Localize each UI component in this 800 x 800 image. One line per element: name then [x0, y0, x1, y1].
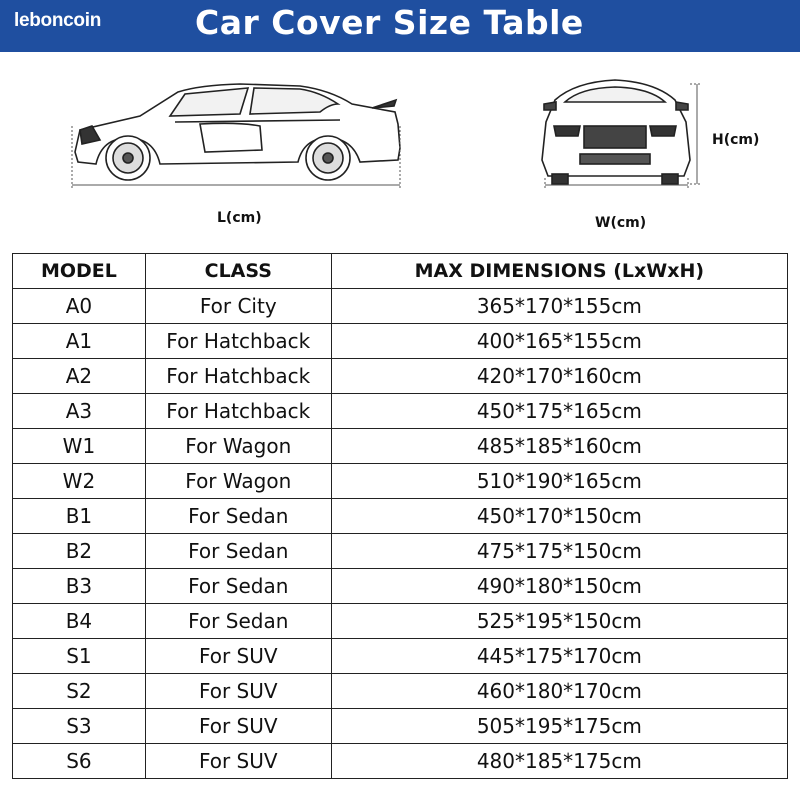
column-header-dimensions: MAX DIMENSIONS (LxWxH): [331, 254, 787, 289]
model-cell: B3: [13, 569, 146, 604]
table-row: [13, 359, 788, 394]
class-cell: For City: [145, 289, 331, 324]
model-cell: B4: [13, 604, 146, 639]
model-cell: B2: [13, 534, 146, 569]
car-side-view-icon: [0, 60, 800, 240]
model-cell: S1: [13, 639, 146, 674]
class-cell: For Sedan: [145, 499, 331, 534]
dimensions-cell: 450*170*150cm: [331, 499, 787, 534]
class-cell: For Sedan: [145, 569, 331, 604]
dimensions-cell: 510*190*165cm: [331, 464, 787, 499]
table-row: [13, 429, 788, 464]
class-cell: For Hatchback: [145, 324, 331, 359]
class-cell: For Hatchback: [145, 394, 331, 429]
table-row: [13, 604, 788, 639]
car-dimension-diagram: [0, 60, 800, 240]
model-cell: S3: [13, 709, 146, 744]
class-cell: For SUV: [145, 744, 331, 779]
column-header-model: MODEL: [13, 254, 146, 289]
model-cell: W1: [13, 429, 146, 464]
class-cell: For Wagon: [145, 429, 331, 464]
table-row: [13, 709, 788, 744]
page-title: Car Cover Size Table: [195, 3, 584, 42]
table-row: [13, 394, 788, 429]
table-row: [13, 499, 788, 534]
class-cell: For SUV: [145, 709, 331, 744]
column-header-class: CLASS: [145, 254, 331, 289]
dimensions-cell: 400*165*155cm: [331, 324, 787, 359]
class-cell: For Hatchback: [145, 359, 331, 394]
model-cell: A3: [13, 394, 146, 429]
table-row: [13, 324, 788, 359]
model-cell: A1: [13, 324, 146, 359]
width-label: W(cm): [595, 215, 647, 231]
length-label: L(cm): [217, 210, 262, 226]
dimensions-cell: 480*185*175cm: [331, 744, 787, 779]
dimensions-cell: 365*170*155cm: [331, 289, 787, 324]
dimensions-cell: 490*180*150cm: [331, 569, 787, 604]
table-row: [13, 744, 788, 779]
model-cell: A0: [13, 289, 146, 324]
model-cell: S6: [13, 744, 146, 779]
model-cell: B1: [13, 499, 146, 534]
dimensions-cell: 450*175*165cm: [331, 394, 787, 429]
model-cell: S2: [13, 674, 146, 709]
model-cell: A2: [13, 359, 146, 394]
class-cell: For Sedan: [145, 534, 331, 569]
table-row: [13, 639, 788, 674]
model-cell: W2: [13, 464, 146, 499]
brand-logo: leboncoin: [14, 10, 102, 31]
dimensions-cell: 505*195*175cm: [331, 709, 787, 744]
dimensions-cell: 420*170*160cm: [331, 359, 787, 394]
table-row: [13, 569, 788, 604]
table-row: [13, 289, 788, 324]
class-cell: For Sedan: [145, 604, 331, 639]
dimensions-cell: 525*195*150cm: [331, 604, 787, 639]
dimensions-cell: 460*180*170cm: [331, 674, 787, 709]
table-header-row: [13, 254, 788, 289]
class-cell: For SUV: [145, 674, 331, 709]
table-row: [13, 464, 788, 499]
class-cell: For SUV: [145, 639, 331, 674]
table-row: [13, 534, 788, 569]
class-cell: For Wagon: [145, 464, 331, 499]
dimensions-cell: 475*175*150cm: [331, 534, 787, 569]
dimensions-cell: 485*185*160cm: [331, 429, 787, 464]
height-label: H(cm): [712, 132, 760, 148]
dimensions-cell: 445*175*170cm: [331, 639, 787, 674]
header-banner: [0, 0, 800, 52]
size-table: [12, 253, 788, 779]
table-row: [13, 674, 788, 709]
